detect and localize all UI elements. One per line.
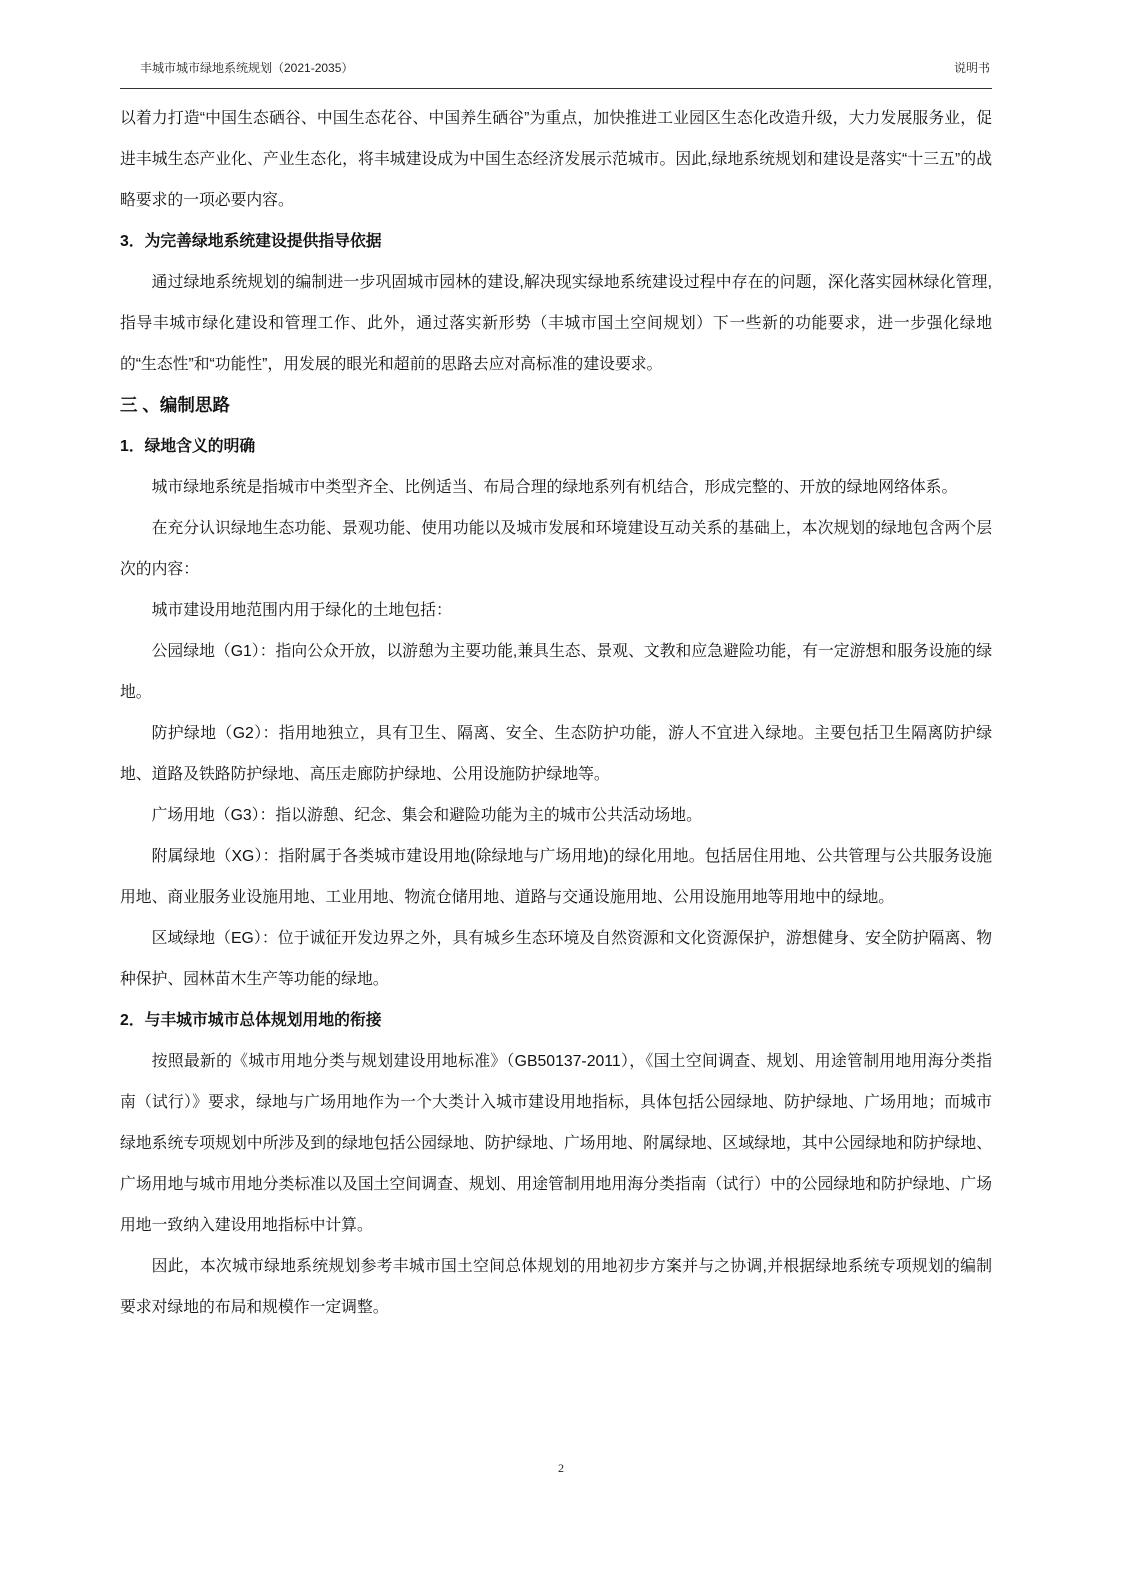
paragraph-land-use-intro: 城市建设用地范围内用于绿化的土地包括： — [151, 602, 452, 619]
paragraph-g1-park-green: 公园绿地（G1）：指向公众开放，以游憩为主要功能,兼具生态、景观、文教和应急避险功能，有一定游想和服务设施的绿地。 — [120, 643, 992, 701]
paragraph-xg-attached-green: 附属绿地（XG）：指附属于各类城市建设用地(除绿地与广场用地)的绿化用地。包括居住用地、公共管理与公共服务设施用地、商业服务业设施用地、工业用地、物流仓储用地、道路与交通设施用地、公用设施用地等用地中的绿地。 — [120, 848, 992, 906]
paragraph-conclusion: 因此，本次城市绿地系统规划参考丰城市国土空间总体规划的用地初步方案并与之协调,并根据绿地系统专项规划的编制要求对绿地的布局和规模作一定调整。 — [120, 1258, 992, 1316]
paragraph-guidance-basis: 通过绿地系统规划的编制进一步巩固城市园林的建设,解决现实绿地系统建设过程中存在的问题，深化落实园林绿化管理,指导丰城市绿化建设和管理工作、此外，通过落实新形势（丰城市国土空间规划）下一些新的功能要求，进一步强化绿地的“生态性”和“功能性”，用发展的眼光和超前的思路去应对高标准的建设要求。 — [120, 274, 992, 373]
page-number: 2 — [558, 1461, 564, 1475]
section-heading-compilation-approach: 三 、编制思路 — [120, 395, 230, 415]
paragraph-definition: 城市绿地系统是指城市中类型齐全、比例适当、布局合理的绿地系列有机结合，形成完整的、开放的绿地网络体系。 — [151, 479, 958, 496]
paragraph-intro-continuation: 以着力打造“中国生态硒谷、中国生态花谷、中国养生硒谷”为重点，加快推进工业园区生态化改造升级，大力发展服务业，促进丰城生态产业化、产业生态化，将丰城建设成为中国生态经济发展示范城市。因此,绿地系统规划和建设是落实“十三五”的战略要求的一项必要内容。 — [120, 110, 992, 209]
paragraph-standard-reference: 按照最新的《城市用地分类与规划建设用地标准》（GB50137-2011），《国土空间调查、规划、用途管制用地用海分类指南（试行）》要求，绿地与广场用地作为一个大类计入城市建设用地指标，具体包括公园绿地、防护绿地、广场用地；而城市绿地系统专项规划中所涉及到的绿地包括公园绿地、防护绿地、广场用地、附属绿地、区域绿地，其中公园绿地和防护绿地、广场用地与城市用地分类标准以及国土空间调查、规划、用途管制用地用海分类指南（试行）中的公园绿地和防护绿地、广场用地一致纳入建设用地指标中计算。 — [120, 1053, 992, 1234]
running-header-doc-type: 说明书 — [953, 61, 990, 75]
document-body — [120, 98, 992, 1328]
subheading-1-green-space-definition: 1．绿地含义的明确 — [120, 438, 256, 455]
paragraph-two-levels: 在充分认识绿地生态功能、景观功能、使用功能以及城市发展和环境建设互动关系的基础上，本次规划的绿地包含两个层次的内容： — [120, 520, 992, 578]
subheading-2-master-plan-link: 2．与丰城市城市总体规划用地的衔接 — [120, 1012, 382, 1029]
paragraph-g3-square: 广场用地（G3）：指以游憩、纪念、集会和避险功能为主的城市公共活动场地。 — [151, 807, 702, 824]
running-header-title: 丰城市城市绿地系统规划（2021-2035） — [140, 61, 354, 75]
subheading-3-guidance-basis: 3．为完善绿地系统建设提供指导依据 — [120, 233, 382, 250]
paragraph-g2-protective-green: 防护绿地（G2）：指用地独立，具有卫生、隔离、安全、生态防护功能，游人不宜进入绿地。主要包括卫生隔离防护绿地、道路及铁路防护绿地、高压走廊防护绿地、公用设施防护绿地等。 — [120, 725, 992, 783]
paragraph-eg-regional-green: 区域绿地（EG）：位于诚征开发边界之外，具有城乡生态环境及自然资源和文化资源保护，游想健身、安全防护隔离、物种保护、园林苗木生产等功能的绿地。 — [120, 930, 992, 988]
header-divider — [120, 88, 992, 89]
